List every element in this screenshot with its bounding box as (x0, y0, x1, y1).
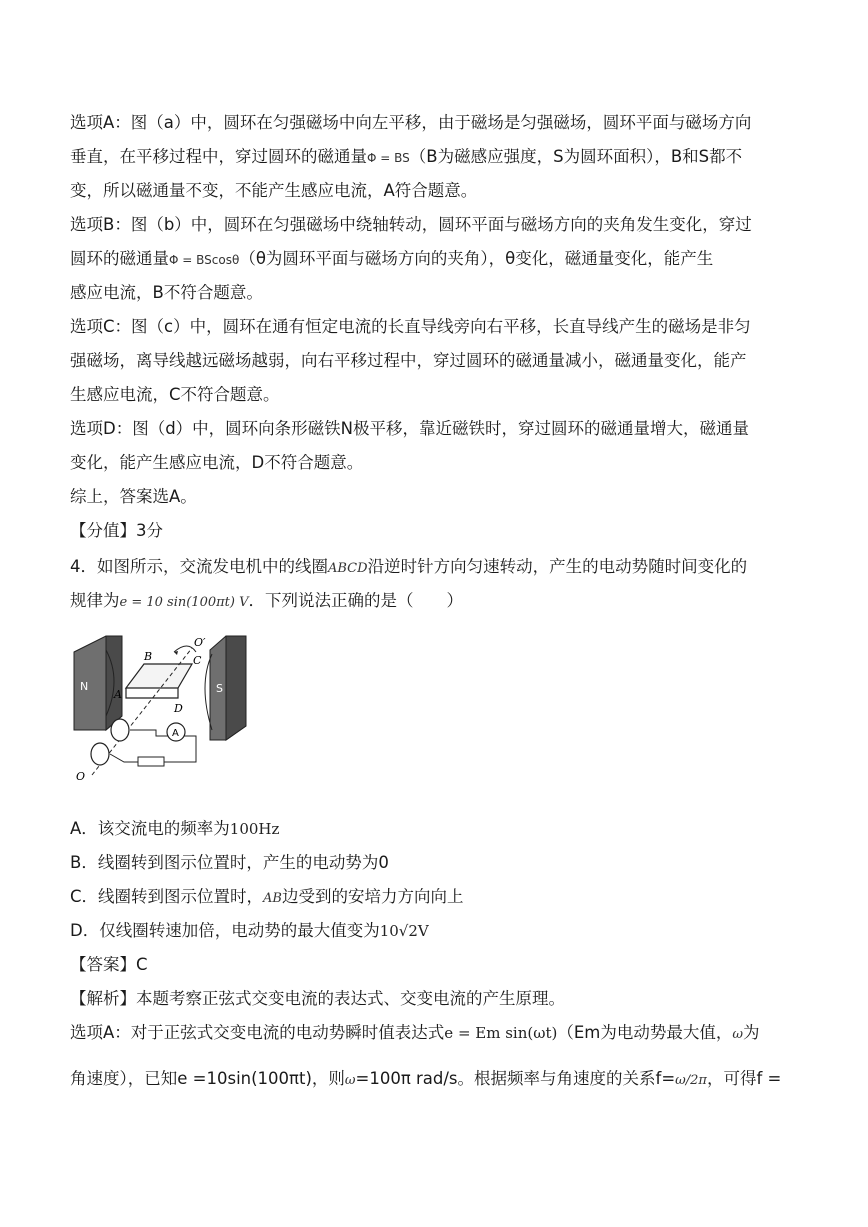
text-line: 选项C：图（c）中，圆环在通有恒定电流的长直导线旁向右平移，长直导线产生的磁场是非匀 (70, 317, 751, 336)
text-line: 【分值】3分 (70, 521, 163, 540)
slip-ring (111, 719, 129, 741)
text-line: 选项B：图（b）中，圆环在匀强磁场中绕轴转动，圆环平面与磁场方向的夹角发生变化，穿过 (70, 215, 752, 234)
resistor (138, 757, 164, 766)
formula-flux: Φ = BS (367, 151, 410, 165)
option-b: B．线圈转到图示位置时，产生的电动势为0 (70, 853, 389, 872)
option-d (70, 920, 429, 942)
coil (126, 664, 192, 688)
label-d: D (174, 702, 183, 715)
text-line: 选项D：图（d）中，圆环向条形磁铁N极平移，靠近磁铁时，穿过圆环的磁通量增大，磁通量 (70, 419, 750, 438)
text-line (70, 248, 713, 271)
label-o-prime: O′ (194, 636, 206, 649)
text-span: A．该交流电的频率为 (70, 819, 230, 838)
text-span: ，可得f = (706, 1069, 782, 1088)
label-ammeter: A (172, 728, 179, 739)
text-span: 垂直，在平移过程中，穿过圆环的磁通量 (70, 147, 367, 166)
formula-omega: ω (344, 1073, 356, 1088)
label-o: O (76, 770, 86, 782)
label-a: A (114, 688, 122, 701)
text-span: 4．如图所示，交流发电机中的线圈 (70, 557, 328, 576)
formula-emf-max: 10√2V (379, 922, 429, 940)
analysis-line (70, 1022, 759, 1046)
text-span: （θ为圆环平面与磁场方向的夹角），θ变化，磁通量变化，能产生 (239, 249, 714, 268)
text-span: 圆环的磁通量 (70, 249, 169, 268)
text-line: 选项A：图（a）中，圆环在匀强磁场中向左平移，由于磁场是匀强磁场，圆环平面与磁场方向 (70, 113, 752, 132)
analysis-title: 【解析】本题考察正弦式交变电流的表达式、交变电流的产生原理。 (70, 989, 565, 1008)
text-line: 强磁场，离导线越远磁场越弱，向右平移过程中，穿过圆环的磁通量减小，磁通量变化，能产 (70, 351, 747, 370)
text-span: 规律为 (70, 591, 120, 610)
text-line: 变化，能产生感应电流，D不符合题意。 (70, 453, 364, 472)
formula-emf: e = 10 sin(100πt) V (119, 595, 249, 610)
text-line: 变，所以磁通量不变，不能产生感应电流，A符合题意。 (70, 181, 478, 200)
formula-ab: AB (263, 891, 282, 906)
label-c: C (193, 654, 202, 667)
label-n: N (80, 680, 89, 693)
text-span: 边受到的安培力方向向上 (281, 887, 464, 906)
formula-omega: ω (732, 1027, 743, 1042)
text-line: 生感应电流，C不符合题意。 (70, 385, 280, 404)
text-line (70, 146, 742, 169)
text-span: （B为磁感应强度，S为圆环面积），B和S都不 (409, 147, 743, 166)
answer-line: 【答案】C (70, 955, 148, 974)
option-a (70, 818, 279, 840)
generator-figure (70, 630, 250, 782)
analysis-line (70, 1068, 781, 1092)
option-c (70, 886, 463, 910)
label-s: S (216, 682, 223, 695)
formula-fraction: ω/2π (675, 1073, 707, 1088)
formula-coil: ABCD (328, 561, 368, 576)
text-span: 选项A：对于正弦式交变电流的电动势瞬时值表达式 (70, 1023, 445, 1042)
question-line (70, 590, 463, 614)
generator-diagram (70, 630, 250, 782)
text-span: （Em为电动势最大值， (557, 1023, 733, 1042)
label-b: B (144, 650, 153, 663)
text-span: C．线圈转到图示位置时， (70, 887, 264, 906)
text-span: 角速度），已知e =10sin(100πt)，则 (70, 1069, 345, 1088)
text-span: ．下列说法正确的是（ ） (248, 591, 463, 610)
formula-instant-emf: e = Em sin(ωt) (444, 1024, 558, 1042)
formula-flux-cos: Φ = BScosθ (169, 253, 240, 267)
text-span: D．仅线圈转速加倍，电动势的最大值变为 (70, 921, 380, 940)
slip-ring (91, 743, 109, 765)
text-span: =100π rad/s。根据频率与角速度的关系f= (355, 1069, 676, 1088)
text-line: 感应电流，B不符合题意。 (70, 283, 263, 302)
text-span: 为 (742, 1023, 760, 1042)
formula-frequency: 100Hz (229, 820, 280, 838)
text-line: 综上，答案选A。 (70, 487, 197, 506)
question-line (70, 556, 747, 580)
text-span: 沿逆时针方向匀速转动，产生的电动势随时间变化的 (367, 557, 748, 576)
